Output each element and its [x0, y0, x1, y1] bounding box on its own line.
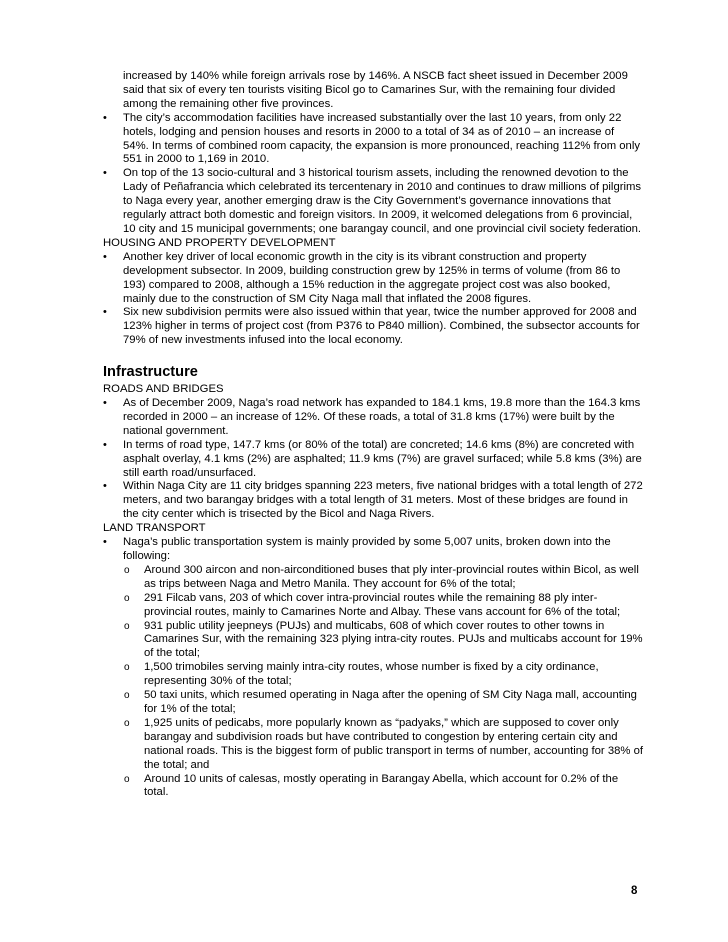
- sub-list-item-text: 291 Filcab vans, 203 of which cover intra-provincial routes while the remaining 88 ply inter-provincial routes, mainly to Camarines Norte and Albay. These vans account for 6% of the total;: [144, 591, 621, 618]
- bullet: •: [103, 438, 107, 451]
- list-item-text: Within Naga City are 11 city bridges spanning 223 meters, five national bridges with a total length of 272 meters, and two barangay bridges with a total length of 31 meters. Most of these bridges are found in the city center which is trisected by the Bicol and Naga Rivers.: [123, 480, 643, 521]
- sub-list-item: [103, 661, 643, 689]
- sub-bullet: o: [124, 717, 130, 729]
- bullet: •: [103, 111, 107, 124]
- sub-list-item: [103, 620, 643, 662]
- section-heading-infrastructure: Infrastructure: [103, 364, 198, 381]
- list-item: [103, 251, 643, 307]
- list-item: [103, 439, 643, 481]
- subheading-housing: HOUSING AND PROPERTY DEVELOPMENT: [103, 236, 336, 249]
- bullet: •: [103, 397, 107, 410]
- list-item-text: In terms of road type, 147.7 kms (or 80% of the total) are concreted; 14.6 kms (8%) are concreted with asphalt overlay, 4.1 kms (2%) are asphalted; 11.9 kms (7%) are gravel surfaced; while 5.8 kms (3%) are still earth road/unsurfaced.: [123, 438, 642, 479]
- list-item-text: Six new subdivision permits were also issued within that year, twice the number approved for 2008 and 123% higher in terms of project cost (from P376 to P840 million). Combined, the subsector accounts for 79% of new investments infused into the local economy.: [123, 306, 640, 347]
- sub-list-item: [103, 773, 643, 801]
- sub-list-item: [103, 592, 643, 620]
- list-item: [103, 480, 643, 522]
- sub-bullet: o: [124, 564, 130, 576]
- sub-list-item-text: 50 taxi units, which resumed operating in Naga after the opening of SM City Naga mall, accounting for 1% of the total;: [144, 689, 637, 715]
- bullet: •: [103, 167, 107, 180]
- page-number: 8: [631, 885, 638, 897]
- sub-list-item-text: 1,500 trimobiles serving mainly intra-city routes, whose number is fixed by a city ordinance, representing 30% of the total;: [144, 661, 599, 688]
- sub-list-item-text: 931 public utility jeepneys (PUJs) and multicabs, 608 of which cover routes to other towns in Camarines Sur, with the remaining 323 plying intra-city routes. PUJs and multicabs account for 19% of the total;: [144, 619, 643, 660]
- list-item: [103, 306, 643, 348]
- sub-bullet: o: [124, 690, 130, 702]
- paragraph-continued: increased by 140% while foreign arrivals rose by 146%. A NSCB fact sheet issued in December 2009 said that six of every ten tourists visiting Bicol go to Camarines Sur, with the remaining four divided among the remaining other five provinces.: [123, 70, 628, 110]
- bullet: •: [103, 536, 107, 549]
- list-item: [103, 397, 643, 439]
- list-item: [103, 167, 643, 237]
- list-item-text: Naga’s public transportation system is mainly provided by some 5,007 units, broken down into the following:: [123, 536, 611, 562]
- sub-list-item: [103, 564, 643, 592]
- list-item-text: The city’s accommodation facilities have increased substantially over the last 10 years, from only 22 hotels, lodging and pension houses and resorts in 2000 to a total of 34 as of 2010 – an increase of 54%. In terms of combined room capacity, the expansion is more pronounced, reaching 112% from only 551 in 2000 to 1,169 in 2010.: [123, 111, 640, 166]
- list-item: [103, 112, 643, 168]
- sub-list-item: [103, 717, 643, 773]
- list-item-text: As of December 2009, Naga’s road network has expanded to 184.1 kms, 19.8 more than the 164.3 kms recorded in 2000 – an increase of 12%. Of these roads, a total of 31.8 kms (17%) were built by the national government.: [123, 397, 641, 437]
- sub-list-item-text: 1,925 units of pedicabs, more popularly known as “padyaks,” which are supposed to cover only barangay and subdivision roads but have contributed to congestion by entering certain city and national roads. This is the biggest form of public transport in terms of number, accounting for 38% of the total; and: [144, 716, 643, 771]
- list-item-text: On top of the 13 socio-cultural and 3 historical tourism assets, including the renowned devotion to the Lady of Peñafrancia which celebrated its tercentenary in 2010 and continues to draw millions of pilgrims to Naga every year, another emerging draw is the City Government’s governance innovations that regularly attract both domestic and foreign visitors. In 2009, it welcomed delegations from 6 provincial, 10 city and 15 municipal governments; one barangay council, and one provincial civil society federation.: [123, 167, 642, 235]
- page-content: [103, 70, 643, 800]
- bullet: •: [103, 250, 107, 263]
- sub-bullet: o: [124, 620, 130, 632]
- sub-bullet: o: [124, 773, 130, 785]
- subheading-land-transport: LAND TRANSPORT: [103, 522, 206, 535]
- subheading-roads: ROADS AND BRIDGES: [103, 383, 224, 396]
- sub-list-item-text: Around 10 units of calesas, mostly operating in Barangay Abella, which account for 0.2% of the total.: [144, 772, 619, 799]
- sub-bullet: o: [124, 662, 130, 674]
- sub-list-item-text: Around 300 aircon and non-airconditioned buses that ply inter-provincial routes within Bicol, as well as trips between Naga and Metro Manila. They account for 6% of the total;: [144, 563, 639, 590]
- sub-list-item: [103, 689, 643, 717]
- sub-bullet: o: [124, 592, 130, 604]
- bullet: •: [103, 480, 107, 493]
- list-item-text: Another key driver of local economic growth in the city is its vibrant construction and property development subsector. In 2009, building construction grew by 125% in terms of volume (from 86 to 193) compared to 2008, although a 15% reduction in the aggregate project cost was also booked, mainly due to the construction of SM City Naga mall that inflated the 2008 figures.: [123, 250, 621, 305]
- bullet: •: [103, 306, 107, 319]
- list-item: [103, 536, 643, 564]
